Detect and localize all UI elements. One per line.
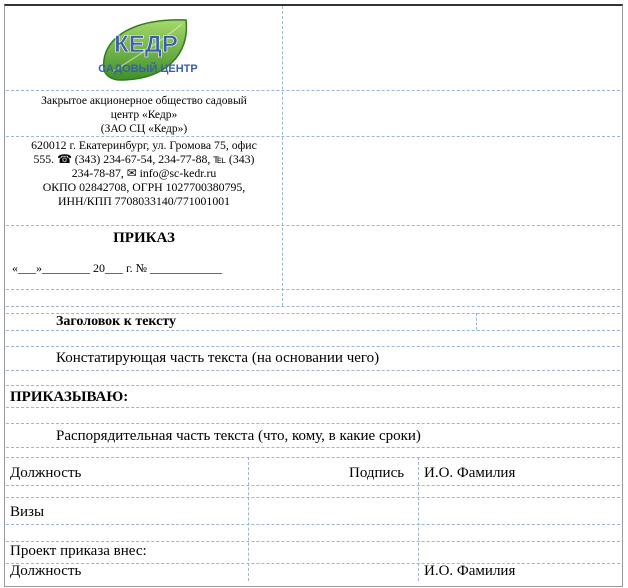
grid-line bbox=[6, 306, 620, 307]
grid-line bbox=[6, 423, 620, 424]
address-line: ИНН/КПП 7708033140/771001001 bbox=[57, 194, 231, 208]
prepared-position: Должность bbox=[10, 563, 82, 579]
org-name-line: (ЗАО СЦ «Кедр») bbox=[100, 123, 188, 135]
text-heading: Заголовок к тексту bbox=[56, 314, 177, 329]
grid-line bbox=[6, 485, 620, 486]
org-name-line: центр «Кедр» bbox=[110, 109, 178, 121]
grid-line bbox=[6, 497, 620, 498]
visas-label: Визы bbox=[10, 504, 45, 520]
grid-line bbox=[6, 563, 620, 564]
prepared-label: Проект приказа внес: bbox=[10, 543, 147, 559]
address-line: 620012 г. Екатеринбург, ул. Громова 75, офис bbox=[31, 138, 257, 152]
grid-line bbox=[282, 6, 283, 306]
address-line: 555. ☎ (343) 234-67-54, 234-77-88, ℡ (343) bbox=[33, 152, 255, 166]
kedr-logo bbox=[90, 14, 202, 84]
address-line: ОКПО 02842708, ОГРН 1027700380795, bbox=[42, 180, 246, 194]
grid-line bbox=[6, 447, 620, 448]
order-date-line: «___»________ 20___ г. № ____________ bbox=[12, 261, 223, 275]
grid-line bbox=[6, 370, 620, 371]
signature-label: Подпись bbox=[349, 465, 405, 481]
logo-word: КЕДР bbox=[114, 31, 178, 58]
grid-line bbox=[6, 90, 620, 91]
statement-text: Констатирующая часть текста (на основании чего) bbox=[56, 350, 380, 366]
document-frame bbox=[4, 4, 623, 587]
logo-subtitle: САДОВЫЙ ЦЕНТР bbox=[98, 63, 198, 75]
grid-line bbox=[6, 457, 620, 458]
prepared-name: И.О. Фамилия bbox=[424, 563, 516, 579]
grid-line bbox=[6, 289, 620, 290]
org-name-line: Закрытое акционерное общество садовый bbox=[41, 95, 247, 107]
grid-line bbox=[476, 313, 477, 330]
org-name bbox=[8, 94, 280, 136]
signature-name: И.О. Фамилия bbox=[424, 465, 516, 481]
grid-line bbox=[6, 407, 620, 408]
grid-line bbox=[6, 541, 620, 542]
address-line: 234-78-87, ✉ info@sc-kedr.ru bbox=[71, 166, 217, 180]
grid-line bbox=[6, 225, 620, 226]
grid-line bbox=[6, 136, 620, 137]
signature-position: Должность bbox=[10, 465, 82, 481]
org-address bbox=[6, 138, 282, 208]
grid-line bbox=[6, 524, 620, 525]
grid-line bbox=[6, 385, 620, 386]
order-title: ПРИКАЗ bbox=[113, 230, 175, 246]
order-word: ПРИКАЗЫВАЮ: bbox=[10, 389, 129, 405]
grid-line bbox=[6, 330, 620, 331]
directive-text: Распорядительная часть текста (что, кому, в какие сроки) bbox=[56, 428, 421, 444]
grid-line bbox=[6, 346, 620, 347]
